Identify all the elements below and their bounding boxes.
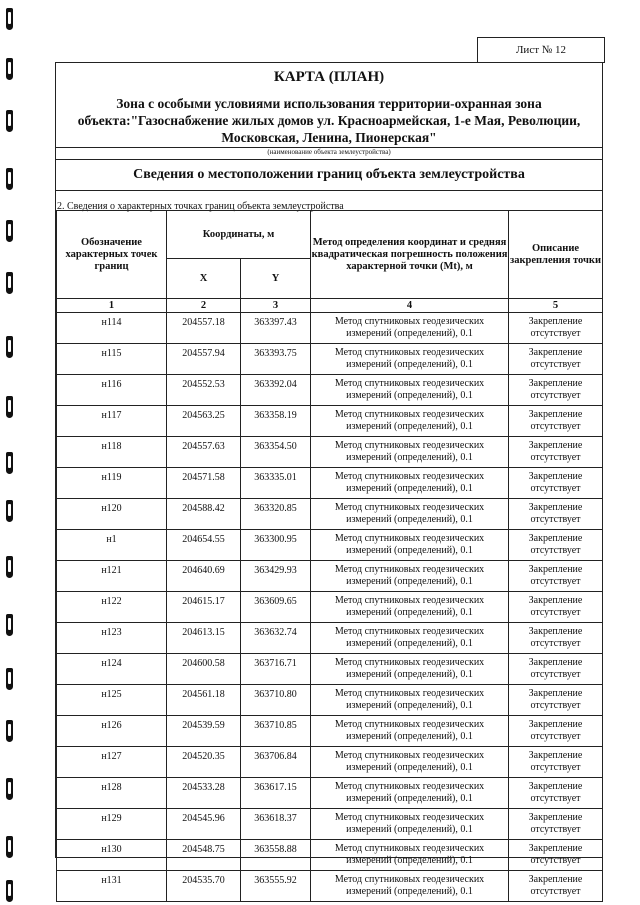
coord-x: 204539.59	[167, 716, 241, 747]
point-name: н117	[57, 406, 167, 437]
method-cell	[311, 592, 509, 623]
object-name: Зона с особыми условиями использования территории-охранная зона объекта:"Газоснабжение жилых домов ул. Красноармейская, 1-е Мая, Революции, Московская, Ленина, Пионерская"	[77, 96, 581, 145]
point-name: н114	[57, 313, 167, 344]
desc-cell-line: отсутствует	[530, 700, 581, 711]
binding-hole	[6, 556, 13, 578]
desc-cell-line: Закрепление	[528, 564, 583, 575]
method-cell	[311, 437, 509, 468]
table-row	[57, 468, 603, 499]
method-cell-line: измерений (определений), 0.1	[346, 700, 473, 711]
coord-y: 363706.84	[241, 747, 311, 778]
method-cell-line: измерений (определений), 0.1	[346, 762, 473, 773]
desc-cell	[509, 685, 603, 716]
coord-x: 204563.25	[167, 406, 241, 437]
desc-cell-line: Закрепление	[528, 440, 583, 451]
desc-cell-line: отсутствует	[530, 359, 581, 370]
point-name: н115	[57, 344, 167, 375]
method-cell-line: Метод спутниковых геодезических	[334, 409, 485, 420]
point-name: н128	[57, 778, 167, 809]
method-cell-line: Метод спутниковых геодезических	[334, 657, 485, 668]
point-name: н118	[57, 437, 167, 468]
coord-x: 204548.75	[167, 840, 241, 871]
desc-cell-line: Закрепление	[528, 688, 583, 699]
desc-cell	[509, 654, 603, 685]
binding-hole	[6, 836, 13, 858]
desc-cell-line: отсутствует	[530, 855, 581, 866]
point-name: н127	[57, 747, 167, 778]
method-cell-line: измерений (определений), 0.1	[346, 483, 473, 494]
method-cell-line: Метод спутниковых геодезических	[334, 874, 485, 885]
point-name: н129	[57, 809, 167, 840]
sheet-number: Лист № 12	[477, 37, 605, 63]
method-cell-line: измерений (определений), 0.1	[346, 359, 473, 370]
method-cell-line: измерений (определений), 0.1	[346, 669, 473, 680]
binding-hole	[6, 614, 13, 636]
binding-hole	[6, 220, 13, 242]
table-row	[57, 406, 603, 437]
point-name: н120	[57, 499, 167, 530]
col-number: 1	[57, 299, 167, 313]
coord-y: 363354.50	[241, 437, 311, 468]
desc-cell	[509, 716, 603, 747]
method-cell-line: Метод спутниковых геодезических	[334, 750, 485, 761]
points-table	[56, 210, 603, 902]
object-name-caption: (наименование объекта землеустройства)	[56, 147, 602, 157]
method-cell	[311, 747, 509, 778]
coord-x: 204552.53	[167, 375, 241, 406]
table-row	[57, 685, 603, 716]
desc-cell	[509, 530, 603, 561]
method-cell	[311, 778, 509, 809]
desc-cell-line: Закрепление	[528, 471, 583, 482]
method-cell-line: измерений (определений), 0.1	[346, 793, 473, 804]
coord-y: 363710.80	[241, 685, 311, 716]
binding-hole	[6, 58, 13, 80]
table-row	[57, 375, 603, 406]
method-cell	[311, 623, 509, 654]
binding-holes	[0, 0, 28, 905]
table-row	[57, 623, 603, 654]
method-cell-line: Метод спутниковых геодезических	[334, 440, 485, 451]
coord-x: 204640.69	[167, 561, 241, 592]
table-row	[57, 499, 603, 530]
desc-cell-line: отсутствует	[530, 793, 581, 804]
table-row	[57, 840, 603, 871]
desc-cell-line: Закрепление	[528, 595, 583, 606]
method-cell	[311, 468, 509, 499]
binding-hole	[6, 110, 13, 132]
desc-cell-line: отсутствует	[530, 886, 581, 897]
binding-hole	[6, 500, 13, 522]
method-cell-line: измерений (определений), 0.1	[346, 390, 473, 401]
desc-cell-line: Закрепление	[528, 533, 583, 544]
coord-y: 363710.85	[241, 716, 311, 747]
coord-x: 204557.18	[167, 313, 241, 344]
coord-x: 204535.70	[167, 871, 241, 902]
binding-hole	[6, 720, 13, 742]
coord-x: 204654.55	[167, 530, 241, 561]
desc-cell-line: Закрепление	[528, 812, 583, 823]
method-cell-line: Метод спутниковых геодезических	[334, 347, 485, 358]
binding-hole	[6, 272, 13, 294]
method-cell	[311, 499, 509, 530]
document-title: КАРТА (ПЛАН)	[273, 69, 385, 85]
method-cell	[311, 716, 509, 747]
desc-cell-line: отсутствует	[530, 731, 581, 742]
method-cell-line: Метод спутниковых геодезических	[334, 626, 485, 637]
method-cell	[311, 561, 509, 592]
desc-cell	[509, 871, 603, 902]
desc-cell-line: Закрепление	[528, 874, 583, 885]
desc-cell	[509, 778, 603, 809]
desc-cell	[509, 437, 603, 468]
desc-cell	[509, 747, 603, 778]
col-number: 4	[311, 299, 509, 313]
point-name: н131	[57, 871, 167, 902]
desc-cell-line: Закрепление	[528, 347, 583, 358]
binding-hole	[6, 168, 13, 190]
coord-y: 363320.85	[241, 499, 311, 530]
desc-cell-line: отсутствует	[530, 514, 581, 525]
desc-cell-line: отсутствует	[530, 607, 581, 618]
method-cell	[311, 809, 509, 840]
method-cell	[311, 313, 509, 344]
method-cell-line: Метод спутниковых геодезических	[334, 533, 485, 544]
binding-hole	[6, 880, 13, 902]
col-coords-header: Координаты, м	[167, 211, 311, 259]
method-cell	[311, 871, 509, 902]
coord-x: 204533.28	[167, 778, 241, 809]
desc-cell-line: Закрепление	[528, 843, 583, 854]
desc-cell	[509, 375, 603, 406]
coord-x: 204561.18	[167, 685, 241, 716]
col-y-header: Y	[241, 259, 311, 299]
col-number: 5	[509, 299, 603, 313]
table-row	[57, 747, 603, 778]
method-cell	[311, 375, 509, 406]
coord-x: 204613.15	[167, 623, 241, 654]
method-cell	[311, 840, 509, 871]
table-row	[57, 313, 603, 344]
coord-x: 204545.96	[167, 809, 241, 840]
desc-cell-line: Закрепление	[528, 781, 583, 792]
method-cell-line: измерений (определений), 0.1	[346, 545, 473, 556]
desc-cell	[509, 561, 603, 592]
method-cell-line: Метод спутниковых геодезических	[334, 781, 485, 792]
coord-x: 204557.94	[167, 344, 241, 375]
coord-y: 363555.92	[241, 871, 311, 902]
subsection-heading: 2. Сведения о характерных точках границ объекта землеустройства	[57, 201, 344, 212]
desc-cell-line: отсутствует	[530, 545, 581, 556]
coord-x: 204615.17	[167, 592, 241, 623]
desc-cell	[509, 623, 603, 654]
point-name: н122	[57, 592, 167, 623]
method-cell-line: Метод спутниковых геодезических	[334, 564, 485, 575]
section-heading: Сведения о местоположении границ объекта землеустройства	[56, 159, 602, 191]
coord-y: 363393.75	[241, 344, 311, 375]
coord-y: 363392.04	[241, 375, 311, 406]
desc-cell-line: Закрепление	[528, 409, 583, 420]
desc-cell	[509, 468, 603, 499]
method-cell	[311, 406, 509, 437]
table-row	[57, 437, 603, 468]
method-cell-line: измерений (определений), 0.1	[346, 576, 473, 587]
method-cell-line: измерений (определений), 0.1	[346, 638, 473, 649]
point-name: н125	[57, 685, 167, 716]
table-row	[57, 592, 603, 623]
desc-cell	[509, 344, 603, 375]
coord-y: 363617.15	[241, 778, 311, 809]
binding-hole	[6, 778, 13, 800]
desc-cell	[509, 313, 603, 344]
method-cell-line: Метод спутниковых геодезических	[334, 378, 485, 389]
point-name: н126	[57, 716, 167, 747]
table-row	[57, 530, 603, 561]
document-frame	[55, 62, 603, 897]
point-name: н130	[57, 840, 167, 871]
desc-cell	[509, 840, 603, 871]
desc-cell-line: отсутствует	[530, 390, 581, 401]
coord-y: 363300.95	[241, 530, 311, 561]
coord-y: 363429.93	[241, 561, 311, 592]
method-cell-line: Метод спутниковых геодезических	[334, 843, 485, 854]
col-desc-header: Описание закрепления точки	[509, 211, 603, 299]
desc-cell-line: Закрепление	[528, 316, 583, 327]
method-cell-line: измерений (определений), 0.1	[346, 452, 473, 463]
col-method-header: Метод определения координат и средняя квадратическая погрешность положения характерной точки (Mt), м	[311, 211, 509, 299]
method-cell-line: измерений (определений), 0.1	[346, 328, 473, 339]
desc-cell-line: Закрепление	[528, 719, 583, 730]
method-cell-line: Метод спутниковых геодезических	[334, 688, 485, 699]
point-name: н116	[57, 375, 167, 406]
method-cell-line: Метод спутниковых геодезических	[334, 502, 485, 513]
method-cell-line: измерений (определений), 0.1	[346, 607, 473, 618]
coord-y: 363618.37	[241, 809, 311, 840]
method-cell-line: измерений (определений), 0.1	[346, 855, 473, 866]
coord-y: 363335.01	[241, 468, 311, 499]
desc-cell-line: Закрепление	[528, 626, 583, 637]
method-cell	[311, 530, 509, 561]
desc-cell	[509, 592, 603, 623]
desc-cell-line: отсутствует	[530, 669, 581, 680]
desc-cell-line: отсутствует	[530, 638, 581, 649]
desc-cell	[509, 406, 603, 437]
coord-x: 204520.35	[167, 747, 241, 778]
desc-cell-line: Закрепление	[528, 378, 583, 389]
method-cell-line: измерений (определений), 0.1	[346, 514, 473, 525]
coord-x: 204557.63	[167, 437, 241, 468]
table-row	[57, 654, 603, 685]
coord-y: 363358.19	[241, 406, 311, 437]
point-name: н124	[57, 654, 167, 685]
binding-hole	[6, 8, 13, 30]
coord-y: 363632.74	[241, 623, 311, 654]
point-name: н121	[57, 561, 167, 592]
table-row	[57, 344, 603, 375]
col-point-header: Обозначение характерных точек границ	[57, 211, 167, 299]
coord-x: 204588.42	[167, 499, 241, 530]
coord-x: 204600.58	[167, 654, 241, 685]
method-cell-line: Метод спутниковых геодезических	[334, 316, 485, 327]
desc-cell-line: отсутствует	[530, 452, 581, 463]
table-row	[57, 716, 603, 747]
desc-cell-line: Закрепление	[528, 750, 583, 761]
method-cell-line: Метод спутниковых геодезических	[334, 719, 485, 730]
desc-cell-line: Закрепление	[528, 502, 583, 513]
coord-y: 363558.88	[241, 840, 311, 871]
desc-cell-line: Закрепление	[528, 657, 583, 668]
binding-hole	[6, 452, 13, 474]
binding-hole	[6, 396, 13, 418]
table-row	[57, 809, 603, 840]
method-cell-line: измерений (определений), 0.1	[346, 824, 473, 835]
table-row	[57, 561, 603, 592]
coord-y: 363716.71	[241, 654, 311, 685]
method-cell-line: измерений (определений), 0.1	[346, 421, 473, 432]
col-x-header: X	[167, 259, 241, 299]
table-row	[57, 778, 603, 809]
desc-cell	[509, 499, 603, 530]
method-cell	[311, 685, 509, 716]
method-cell	[311, 654, 509, 685]
point-name: н1	[57, 530, 167, 561]
method-cell-line: Метод спутниковых геодезических	[334, 812, 485, 823]
desc-cell-line: отсутствует	[530, 762, 581, 773]
point-name: н123	[57, 623, 167, 654]
table-row	[57, 871, 603, 902]
desc-cell-line: отсутствует	[530, 824, 581, 835]
point-name: н119	[57, 468, 167, 499]
col-number: 3	[241, 299, 311, 313]
desc-cell-line: отсутствует	[530, 576, 581, 587]
method-cell-line: Метод спутниковых геодезических	[334, 471, 485, 482]
binding-hole	[6, 668, 13, 690]
desc-cell-line: отсутствует	[530, 328, 581, 339]
binding-hole	[6, 336, 13, 358]
desc-cell-line: отсутствует	[530, 421, 581, 432]
desc-cell	[509, 809, 603, 840]
method-cell-line: измерений (определений), 0.1	[346, 731, 473, 742]
coord-y: 363609.65	[241, 592, 311, 623]
method-cell-line: измерений (определений), 0.1	[346, 886, 473, 897]
method-cell-line: Метод спутниковых геодезических	[334, 595, 485, 606]
col-number: 2	[167, 299, 241, 313]
method-cell	[311, 344, 509, 375]
coord-x: 204571.58	[167, 468, 241, 499]
coord-y: 363397.43	[241, 313, 311, 344]
desc-cell-line: отсутствует	[530, 483, 581, 494]
